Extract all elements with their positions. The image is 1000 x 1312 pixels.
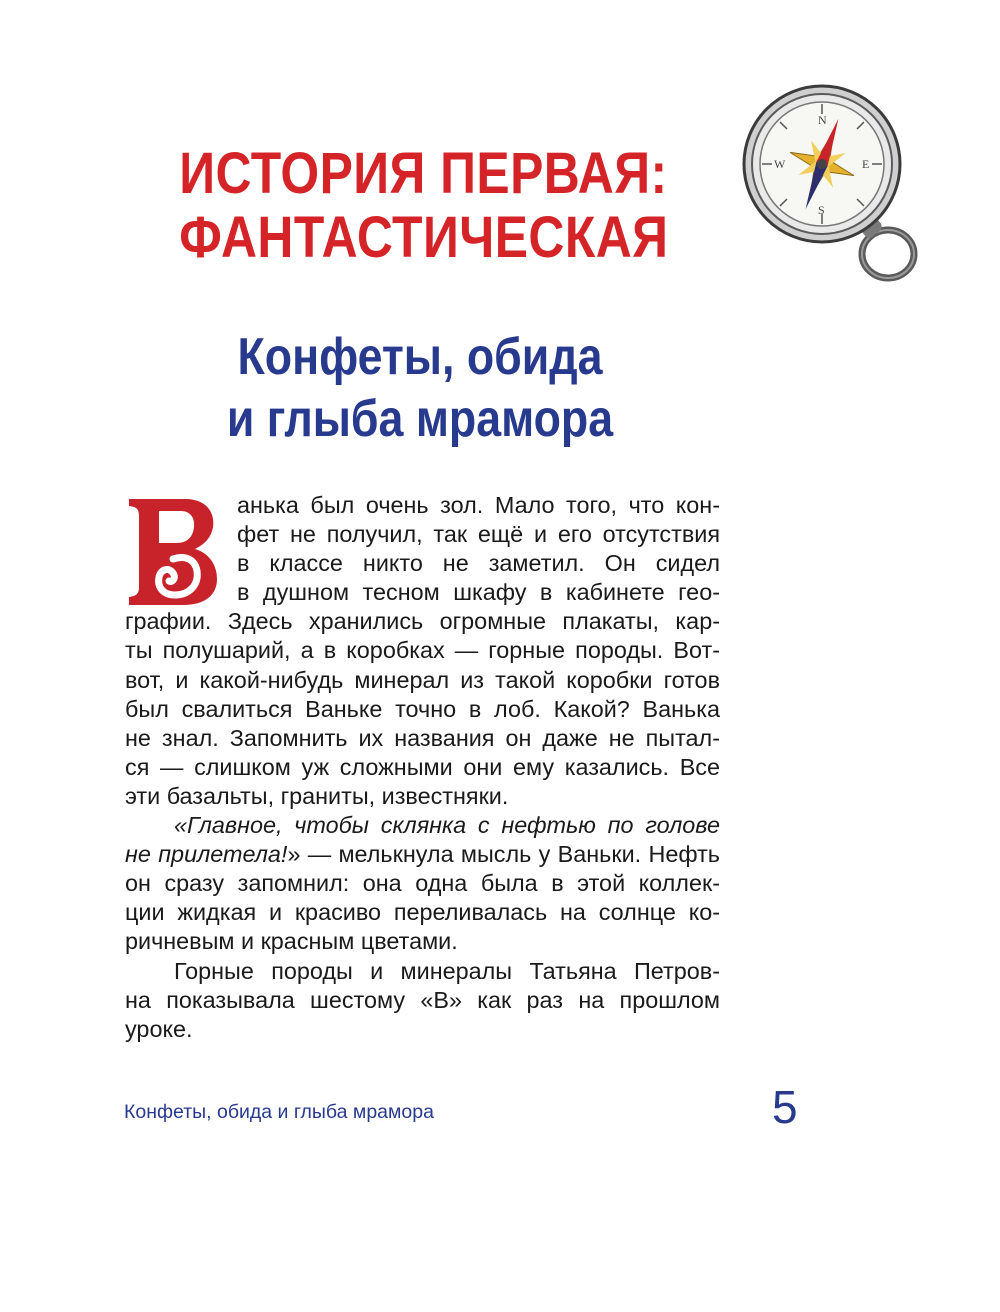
italic-quote: «Главное, чтобы склянка с нефтью по голове bbox=[174, 812, 720, 839]
body-line: ся — слишком уж сложными они ему казались. Все bbox=[125, 753, 720, 780]
body-line bbox=[125, 811, 720, 840]
body-line: анька был очень зол. Мало того, что кон- bbox=[237, 492, 720, 518]
body-line: эти базальты, граниты, известняки. bbox=[125, 782, 509, 809]
chapter-heading bbox=[179, 141, 669, 270]
story-title-line-2: и глыба мрамора bbox=[226, 390, 614, 448]
story-title bbox=[179, 326, 661, 450]
body-line: он сразу запомнил: она одна была в этой коллек- bbox=[125, 870, 720, 897]
body-text-span: » — мелькнула мысль у Ваньки. Нефть bbox=[287, 841, 720, 868]
chapter-heading-line-2: ФАНТАСТИЧЕСКАЯ bbox=[179, 205, 669, 270]
body-line: фет не получил, так ещё и его отсутствия bbox=[237, 521, 720, 548]
body-line: ричневым и красным цветами. bbox=[125, 928, 458, 955]
page-number: 5 bbox=[772, 1081, 798, 1133]
svg-text:W: W bbox=[774, 157, 786, 171]
body-line: был свалиться Ваньке точно в лоб. Какой? Ванька bbox=[125, 695, 720, 722]
svg-text:N: N bbox=[818, 113, 827, 127]
svg-text:E: E bbox=[862, 157, 870, 171]
body-line: вот, и какой-нибудь минерал из такой коробки готов bbox=[125, 666, 720, 693]
story-body bbox=[125, 491, 720, 1044]
body-line bbox=[125, 840, 720, 869]
running-footer-title: Конфеты, обида и глыба мрамора bbox=[124, 1101, 434, 1123]
italic-quote: не прилетела! bbox=[125, 841, 288, 868]
body-line: в классе никто не заметил. Он сидел bbox=[237, 550, 720, 577]
body-line: в душном тесном шкафу в кабинете гео- bbox=[237, 579, 720, 606]
chapter-heading-line-1: ИСТОРИЯ ПЕРВАЯ: bbox=[179, 141, 668, 206]
body-line: графии. Здесь хранились огромные плакаты, кар- bbox=[125, 608, 720, 635]
body-line: уроке. bbox=[125, 1015, 193, 1042]
body-line: на показывала шестому «В» как раз на прошлом bbox=[125, 986, 720, 1013]
body-line: Горные породы и минералы Татьяна Петров- bbox=[174, 957, 720, 984]
svg-text:S: S bbox=[818, 203, 825, 217]
body-line: ции жидкая и красиво переливалась на солнце ко- bbox=[125, 899, 720, 926]
body-line: ты полушарий, а в коробках — горные породы. Вот- bbox=[125, 637, 720, 664]
story-title-line-1: Конфеты, обида bbox=[237, 328, 603, 386]
compass-icon bbox=[738, 76, 924, 288]
body-line: не знал. Запомнить их названия он даже не пытал- bbox=[125, 724, 720, 751]
